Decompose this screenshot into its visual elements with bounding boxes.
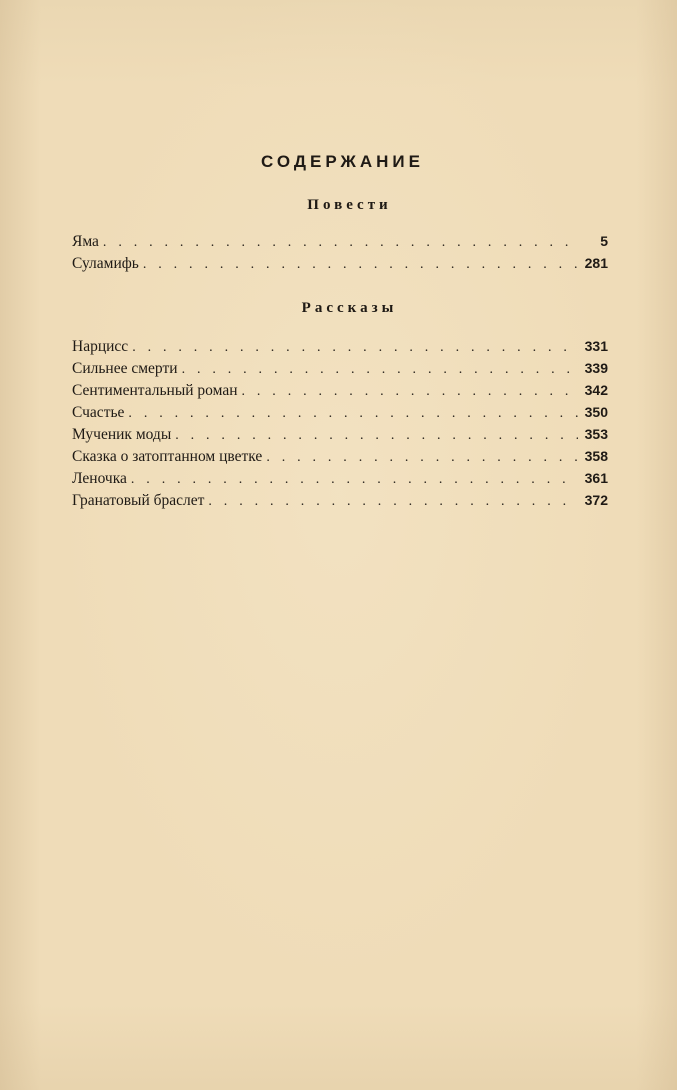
toc-entry — [72, 233, 608, 255]
toc-entry-title: Сказка о затоптанном цветке — [72, 448, 263, 465]
toc-entry-title: Сентиментальный роман — [72, 382, 238, 399]
toc-entry-page: 281 — [584, 255, 608, 271]
toc-entry-title: Нарцисс — [72, 338, 129, 355]
toc-entry — [72, 338, 608, 360]
toc-entry — [72, 470, 608, 492]
dot-leader — [132, 340, 578, 356]
toc-entry-title: Суламифь — [72, 255, 139, 272]
dot-leader — [103, 235, 578, 251]
dot-leader — [131, 472, 578, 488]
toc-entry — [72, 255, 608, 277]
toc-entry-page: 353 — [584, 426, 608, 442]
toc-list-povesti — [72, 233, 608, 277]
toc-entry-page: 358 — [584, 448, 608, 464]
toc-list-rasskazy — [72, 338, 608, 514]
dot-leader — [266, 450, 578, 466]
section-heading-povesti: Повести — [307, 197, 392, 213]
dot-leader — [182, 362, 578, 378]
dot-leader — [242, 384, 579, 400]
toc-entry-title: Яма — [72, 233, 99, 250]
toc-entry-page: 350 — [584, 404, 608, 420]
toc-entry-title: Счастье — [72, 404, 125, 421]
toc-entry — [72, 426, 608, 448]
section-heading-rasskazy: Рассказы — [301, 300, 398, 316]
toc-entry — [72, 360, 608, 382]
dot-leader — [143, 257, 578, 273]
page-title: СОДЕРЖАНИЕ — [261, 152, 424, 171]
toc-entry — [72, 382, 608, 404]
toc-entry — [72, 492, 608, 514]
toc-entry — [72, 404, 608, 426]
toc-entry-page: 331 — [584, 338, 608, 354]
toc-entry-title: Мученик моды — [72, 426, 172, 443]
dot-leader — [175, 428, 578, 444]
toc-entry-page: 342 — [584, 382, 608, 398]
toc-entry — [72, 448, 608, 470]
toc-entry-title: Сильнее смерти — [72, 360, 178, 377]
toc-entry-title: Гранатовый браслет — [72, 492, 205, 509]
toc-entry-page: 372 — [584, 492, 608, 508]
toc-entry-page: 5 — [600, 233, 608, 249]
toc-entry-page: 361 — [584, 470, 608, 486]
toc-entry-title: Леночка — [72, 470, 127, 487]
dot-leader — [208, 494, 578, 510]
dot-leader — [128, 406, 578, 422]
toc-entry-page: 339 — [584, 360, 608, 376]
